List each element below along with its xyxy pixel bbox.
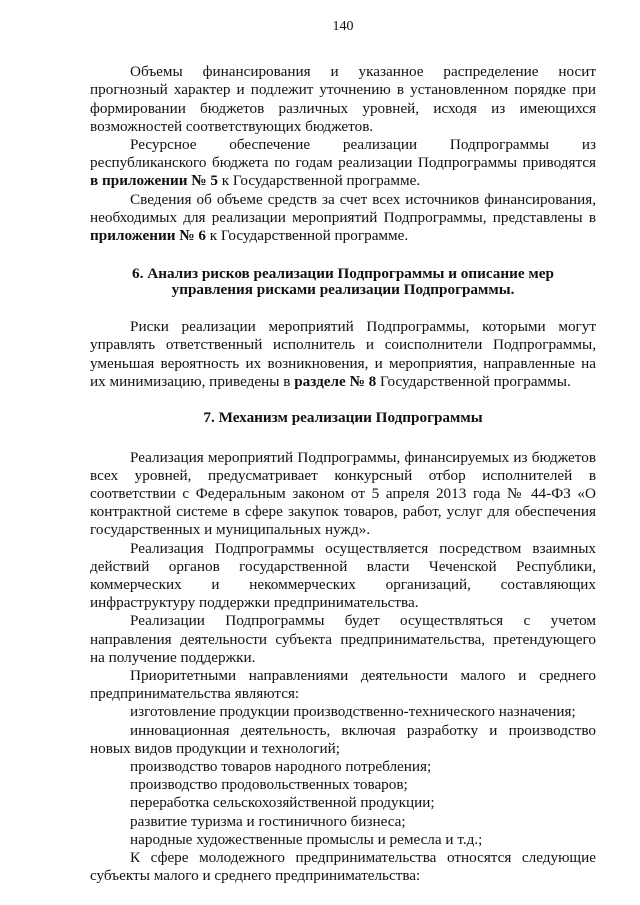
section-6-heading-line1: 6. Анализ рисков реализации Подпрограммы и описание мер: [132, 265, 554, 283]
text: к Государственной программе.: [205, 227, 409, 245]
text: к Государственной программе.: [217, 172, 421, 190]
appendix-5-ref: в приложении № 5: [90, 172, 218, 190]
paragraph-risks: [90, 318, 596, 391]
text: Сведения об объеме средств за счет всех источников финансирования, необходимых для реализации мероприятий Подпрограммы, представлены в: [90, 190, 596, 226]
list-item: производство продовольственных товаров;: [130, 776, 408, 794]
list-item: производство товаров народного потребления;: [130, 758, 432, 775]
section-6-heading-line2: управления рисками реализации Подпрограммы.: [171, 280, 515, 298]
paragraph-business-direction: Реализации Подпрограммы будет осуществляться с учетом направления деятельности субъекта предпринимательства, претендующего на получение поддержки.: [90, 612, 596, 666]
paragraph-youth-entrepreneurship: К сфере молодежного предпринимательства относятся следующие субъекты малого и среднего предпринимательства:: [90, 849, 596, 885]
list-item: инновационная деятельность, включая разработку и производство новых видов продукции и технологий;: [90, 721, 596, 757]
section-6-heading: [90, 266, 596, 297]
page-number: 140: [332, 19, 354, 34]
paragraph-competitive-selection: Реализация мероприятий Подпрограммы, финансируемых из бюджетов всех уровней, предусматривает конкурсный отбор исполнителей в соответствии с Федеральным законом от 5 апреля 2013 года № 44-ФЗ «О контрактной системе в сфере закупок товаров, работ, услуг для обеспечения государственных и муниципальных нужд».: [90, 448, 596, 539]
text: Государственной программы.: [376, 372, 571, 390]
appendix-6-ref: приложении № 6: [90, 227, 206, 245]
text: Ресурсное обеспечение реализации Подпрограммы из республиканского бюджета по годам реализации Подпрограммы приводятся: [90, 136, 596, 172]
paragraph-financing-forecast: Объемы финансирования и указанное распределение носит прогнозный характер и подлежит уточнению в установленном порядке при формировании бюджетов различных уровней, исходя из имеющихся возможностей соответствующих бюджетов.: [90, 63, 596, 135]
paragraph-resource-provision: [90, 136, 596, 191]
document-page: [90, 18, 596, 885]
paragraph-funding-sources: [90, 191, 596, 246]
list-item: изготовление продукции производственно-технического назначения;: [130, 703, 576, 721]
text: Риски реализации мероприятий Подпрограммы, которыми могут управлять ответственный исполнитель и соисполнители Подпрограммы, уменьшая вероятность их возникновения, и мероприятия, направленные на их минимизацию, приведены в: [90, 318, 596, 390]
section-8-ref: разделе № 8: [294, 372, 377, 390]
list-item: развитие туризма и гостиничного бизнеса;: [130, 812, 406, 830]
list-item: переработка сельскохозяйственной продукции;: [130, 794, 435, 812]
paragraph-joint-actions: Реализация Подпрограммы осуществляется посредством взаимных действий органов государственной власти Чеченской Республики, коммерческих и некоммерческих организаций, составляющих инфраструктуру поддержки предпринимательства.: [90, 539, 596, 612]
list-item: народные художественные промыслы и ремесла и т.д.;: [130, 830, 483, 848]
section-7-heading: 7. Механизм реализации Подпрограммы: [203, 409, 483, 427]
paragraph-priority-directions: Приоритетными направлениями деятельности малого и среднего предпринимательства являются:: [90, 666, 596, 703]
